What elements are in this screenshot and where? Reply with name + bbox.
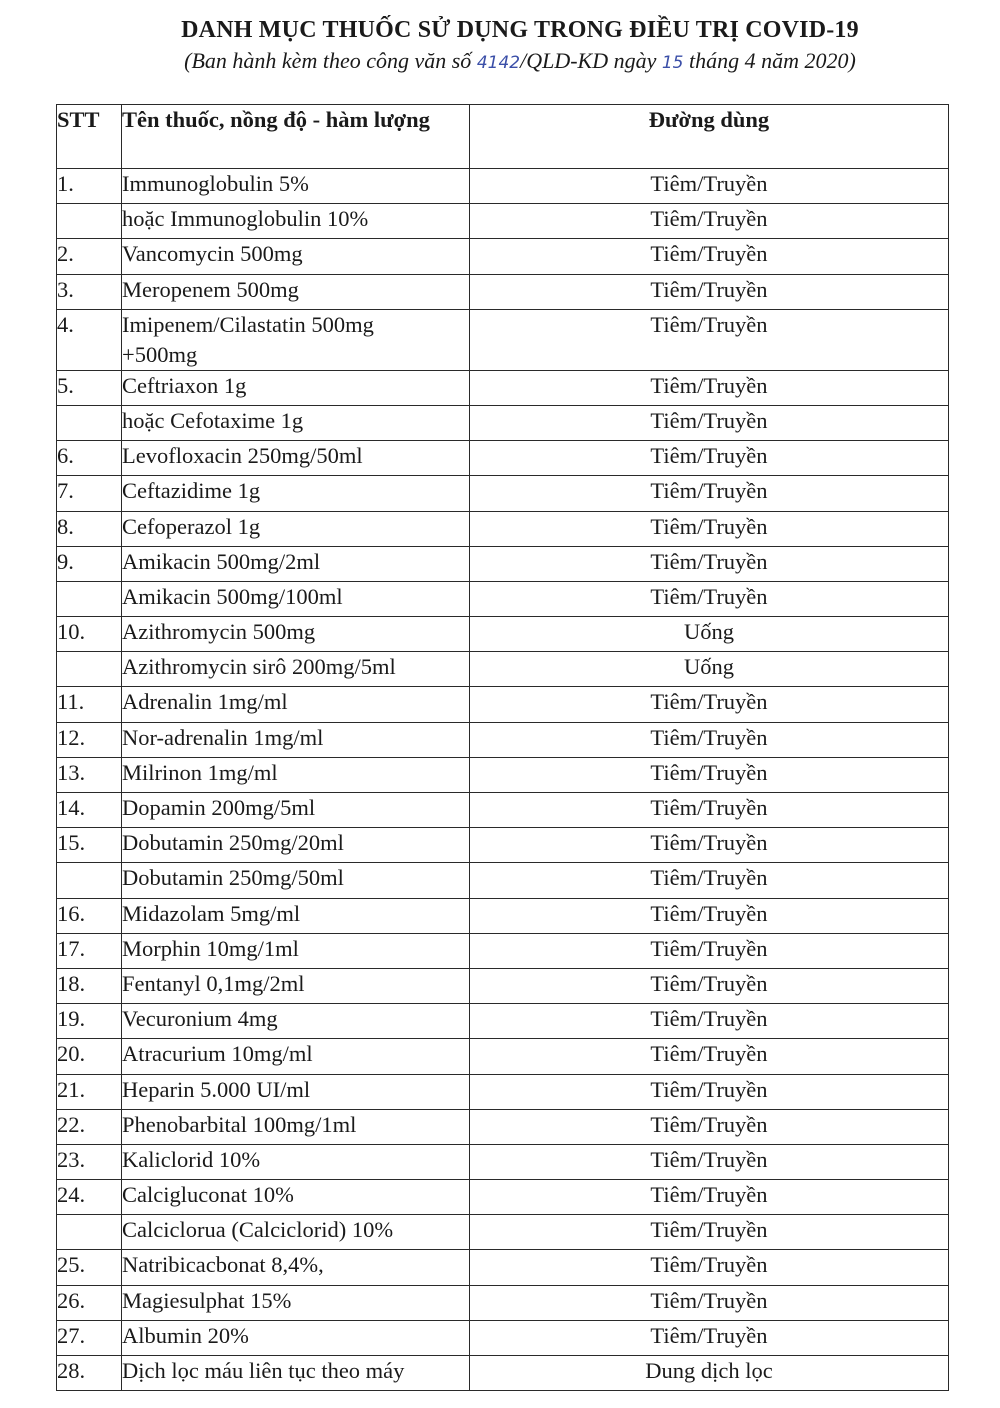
row-stt: 19.	[57, 1004, 122, 1039]
row-drug-name: Dobutamin 250mg/20ml	[122, 828, 470, 863]
row-drug-name: Ceftriaxon 1g	[122, 370, 470, 405]
header-drug-name: Tên thuốc, nồng độ - hàm lượng	[122, 105, 470, 169]
row-drug-name: Meropenem 500mg	[122, 274, 470, 309]
row-stt: 18.	[57, 968, 122, 1003]
row-stt: 17.	[57, 933, 122, 968]
table-row	[57, 1215, 949, 1250]
subtitle-middle: /QLD-KD ngày	[520, 48, 662, 73]
row-stt	[57, 863, 122, 898]
row-stt: 21.	[57, 1074, 122, 1109]
row-drug-name: Imipenem/Cilastatin 500mg +500mg	[122, 309, 470, 370]
row-stt: 28.	[57, 1356, 122, 1391]
table-row	[57, 204, 949, 239]
table-row	[57, 309, 949, 370]
row-route: Tiêm/Truyền	[470, 1074, 949, 1109]
table-row	[57, 581, 949, 616]
row-route: Tiêm/Truyền	[470, 546, 949, 581]
row-route: Uống	[470, 652, 949, 687]
row-drug-name: Fentanyl 0,1mg/2ml	[122, 968, 470, 1003]
row-stt: 7.	[57, 476, 122, 511]
row-drug-name: Milrinon 1mg/ml	[122, 757, 470, 792]
table-row	[57, 828, 949, 863]
row-stt	[57, 204, 122, 239]
row-route: Tiêm/Truyền	[470, 405, 949, 440]
table-row	[57, 968, 949, 1003]
row-stt: 6.	[57, 441, 122, 476]
row-stt: 23.	[57, 1144, 122, 1179]
row-drug-name: Vecuronium 4mg	[122, 1004, 470, 1039]
row-stt: 4.	[57, 309, 122, 370]
header-route: Đường dùng	[470, 105, 949, 169]
row-drug-name: Dobutamin 250mg/50ml	[122, 863, 470, 898]
row-stt: 26.	[57, 1285, 122, 1320]
table-row	[57, 1039, 949, 1074]
table-row	[57, 687, 949, 722]
row-drug-name: Magiesulphat 15%	[122, 1285, 470, 1320]
row-stt	[57, 405, 122, 440]
row-drug-name: Azithromycin sirô 200mg/5ml	[122, 652, 470, 687]
table-row	[57, 546, 949, 581]
row-route: Tiêm/Truyền	[470, 863, 949, 898]
table-body	[57, 169, 949, 1391]
row-route: Tiêm/Truyền	[470, 204, 949, 239]
row-drug-name: Immunoglobulin 5%	[122, 169, 470, 204]
row-route: Tiêm/Truyền	[470, 441, 949, 476]
row-stt: 14.	[57, 793, 122, 828]
header-stt: STT	[57, 105, 122, 169]
table-row	[57, 441, 949, 476]
row-stt: 13.	[57, 757, 122, 792]
row-stt: 22.	[57, 1109, 122, 1144]
page-title: DANH MỤC THUỐC SỬ DỤNG TRONG ĐIỀU TRỊ COVID-19	[181, 17, 859, 43]
row-drug-name: Adrenalin 1mg/ml	[122, 687, 470, 722]
table-row	[57, 274, 949, 309]
row-route: Tiêm/Truyền	[470, 1004, 949, 1039]
table-header-row	[57, 105, 949, 169]
row-drug-name: Nor-adrenalin 1mg/ml	[122, 722, 470, 757]
row-route: Tiêm/Truyền	[470, 274, 949, 309]
row-route: Tiêm/Truyền	[470, 370, 949, 405]
table-row	[57, 1320, 949, 1355]
table-row	[57, 757, 949, 792]
table-row	[57, 1109, 949, 1144]
row-stt: 15.	[57, 828, 122, 863]
row-stt	[57, 581, 122, 616]
row-drug-name: Levofloxacin 250mg/50ml	[122, 441, 470, 476]
document-header	[0, 14, 1000, 78]
table-row	[57, 1074, 949, 1109]
table-row	[57, 793, 949, 828]
row-drug-name: Albumin 20%	[122, 1320, 470, 1355]
subtitle-suffix: tháng 4 năm 2020)	[683, 48, 856, 73]
row-stt: 8.	[57, 511, 122, 546]
row-route: Tiêm/Truyền	[470, 511, 949, 546]
table-row	[57, 405, 949, 440]
row-stt: 12.	[57, 722, 122, 757]
row-drug-name: Amikacin 500mg/100ml	[122, 581, 470, 616]
row-route: Tiêm/Truyền	[470, 933, 949, 968]
row-route: Tiêm/Truyền	[470, 1039, 949, 1074]
row-stt: 25.	[57, 1250, 122, 1285]
handwritten-document-number: 4142	[476, 53, 521, 73]
row-route: Tiêm/Truyền	[470, 1215, 949, 1250]
row-drug-name: hoặc Immunoglobulin 10%	[122, 204, 470, 239]
table-row	[57, 370, 949, 405]
row-route: Tiêm/Truyền	[470, 793, 949, 828]
row-drug-name: Azithromycin 500mg	[122, 617, 470, 652]
row-stt: 3.	[57, 274, 122, 309]
row-route: Tiêm/Truyền	[470, 581, 949, 616]
table-row	[57, 652, 949, 687]
row-stt	[57, 1215, 122, 1250]
row-route: Tiêm/Truyền	[470, 898, 949, 933]
row-drug-name: Natribicacbonat 8,4%,	[122, 1250, 470, 1285]
row-stt: 1.	[57, 169, 122, 204]
row-stt: 9.	[57, 546, 122, 581]
row-route: Tiêm/Truyền	[470, 239, 949, 274]
row-route: Tiêm/Truyền	[470, 1180, 949, 1215]
row-stt: 10.	[57, 617, 122, 652]
row-drug-name: Calciclorua (Calciclorid) 10%	[122, 1215, 470, 1250]
row-route: Tiêm/Truyền	[470, 1109, 949, 1144]
row-drug-name: Cefoperazol 1g	[122, 511, 470, 546]
table-row	[57, 863, 949, 898]
row-route: Tiêm/Truyền	[470, 169, 949, 204]
handwritten-day: 15	[661, 53, 684, 73]
row-route: Uống	[470, 617, 949, 652]
row-drug-name: Dịch lọc máu liên tục theo máy	[122, 1356, 470, 1391]
row-stt	[57, 652, 122, 687]
table-row	[57, 1180, 949, 1215]
row-stt: 5.	[57, 370, 122, 405]
row-route: Tiêm/Truyền	[470, 687, 949, 722]
row-stt: 16.	[57, 898, 122, 933]
row-route: Dung dịch lọc	[470, 1356, 949, 1391]
row-route: Tiêm/Truyền	[470, 1144, 949, 1179]
row-drug-name: Calcigluconat 10%	[122, 1180, 470, 1215]
table-row	[57, 1004, 949, 1039]
row-route: Tiêm/Truyền	[470, 309, 949, 370]
row-route: Tiêm/Truyền	[470, 1250, 949, 1285]
row-drug-name: Kaliclorid 10%	[122, 1144, 470, 1179]
row-drug-name: Amikacin 500mg/2ml	[122, 546, 470, 581]
row-drug-name: Heparin 5.000 UI/ml	[122, 1074, 470, 1109]
row-route: Tiêm/Truyền	[470, 757, 949, 792]
row-drug-name: Vancomycin 500mg	[122, 239, 470, 274]
row-drug-name: Ceftazidime 1g	[122, 476, 470, 511]
row-drug-name: Phenobarbital 100mg/1ml	[122, 1109, 470, 1144]
row-stt: 24.	[57, 1180, 122, 1215]
table-row	[57, 722, 949, 757]
table-row	[57, 169, 949, 204]
table-row	[57, 239, 949, 274]
row-stt: 20.	[57, 1039, 122, 1074]
table-row	[57, 1144, 949, 1179]
row-route: Tiêm/Truyền	[470, 476, 949, 511]
page-subtitle	[40, 46, 1000, 78]
row-route: Tiêm/Truyền	[470, 968, 949, 1003]
row-drug-name: Morphin 10mg/1ml	[122, 933, 470, 968]
row-stt: 11.	[57, 687, 122, 722]
table-row	[57, 1285, 949, 1320]
row-drug-name: Atracurium 10mg/ml	[122, 1039, 470, 1074]
row-stt: 27.	[57, 1320, 122, 1355]
table-row	[57, 933, 949, 968]
row-route: Tiêm/Truyền	[470, 1285, 949, 1320]
table-row	[57, 1250, 949, 1285]
row-drug-name: hoặc Cefotaxime 1g	[122, 405, 470, 440]
row-route: Tiêm/Truyền	[470, 1320, 949, 1355]
subtitle-prefix: (Ban hành kèm theo công văn số	[184, 48, 477, 73]
row-route: Tiêm/Truyền	[470, 722, 949, 757]
table-row	[57, 476, 949, 511]
table-row	[57, 511, 949, 546]
row-drug-name: Midazolam 5mg/ml	[122, 898, 470, 933]
table-row	[57, 1356, 949, 1391]
row-drug-name: Dopamin 200mg/5ml	[122, 793, 470, 828]
row-stt: 2.	[57, 239, 122, 274]
table-row	[57, 617, 949, 652]
table-row	[57, 898, 949, 933]
row-route: Tiêm/Truyền	[470, 828, 949, 863]
drug-list-table	[56, 104, 949, 1391]
